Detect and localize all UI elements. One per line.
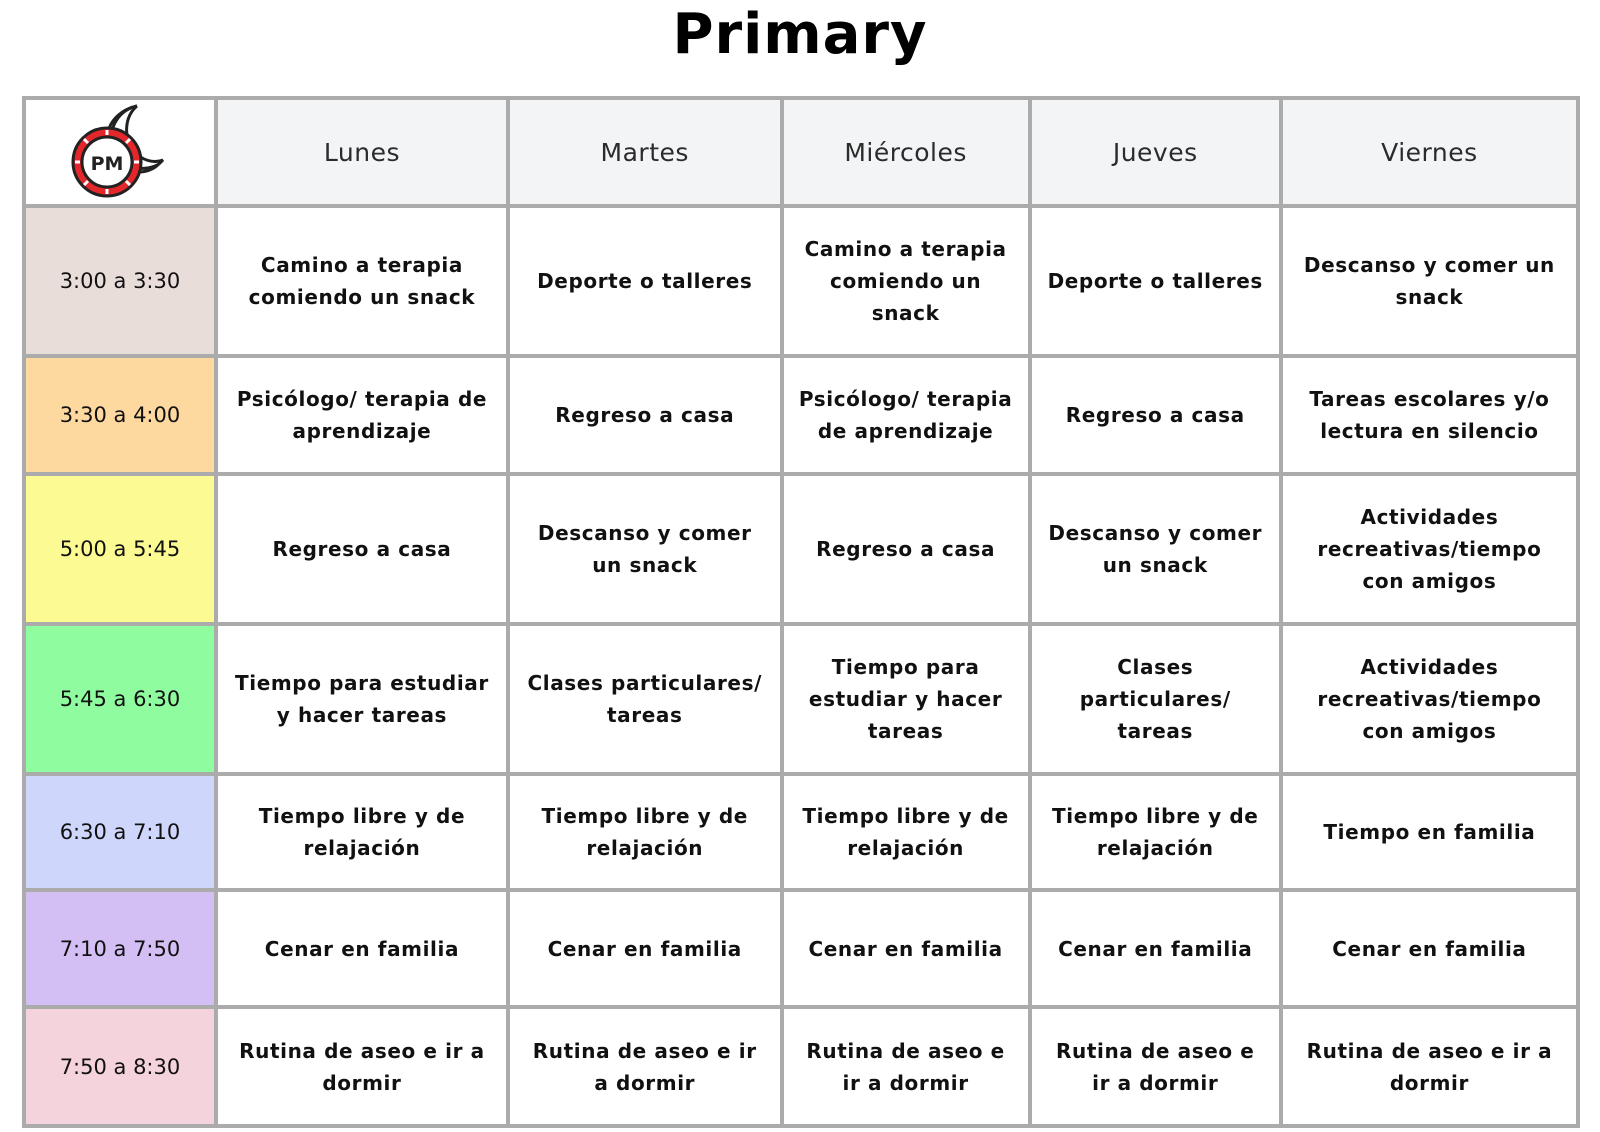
activity-cell: Cenar en familia: [1030, 890, 1281, 1007]
corner-cell: [24, 98, 216, 206]
activity-cell: Deporte o talleres: [508, 206, 782, 356]
day-header-lunes: Lunes: [216, 98, 508, 206]
activity-cell: Tiempo libre y de relajación: [508, 774, 782, 891]
activity-cell: Tiempo para estudiar y hacer tareas: [782, 624, 1030, 774]
time-slot: 3:30 a 4:00: [24, 356, 216, 475]
time-slot: 3:00 a 3:30: [24, 206, 216, 356]
page-title: Primary: [672, 2, 928, 67]
time-slot: 5:45 a 6:30: [24, 624, 216, 774]
activity-cell: Cenar en familia: [782, 890, 1030, 1007]
activity-cell: Camino a terapia comiendo un snack: [216, 206, 508, 356]
activity-cell: Cenar en familia: [216, 890, 508, 1007]
table-row: [24, 1007, 1578, 1126]
activity-cell: Rutina de aseo e ir a dormir: [216, 1007, 508, 1126]
activity-cell: Tiempo libre y de relajación: [216, 774, 508, 891]
activity-cell: Rutina de aseo e ir a dormir: [508, 1007, 782, 1126]
time-slot: 7:10 a 7:50: [24, 890, 216, 1007]
activity-cell: Tiempo libre y de relajación: [1030, 774, 1281, 891]
activity-cell: Rutina de aseo e ir a dormir: [1030, 1007, 1281, 1126]
activity-cell: Deporte o talleres: [1030, 206, 1281, 356]
table-row: [24, 624, 1578, 774]
activity-cell: Cenar en familia: [508, 890, 782, 1007]
activity-cell: Psicólogo/ terapia de aprendizaje: [782, 356, 1030, 475]
table-row: [24, 356, 1578, 475]
activity-cell: Rutina de aseo e ir a dormir: [1281, 1007, 1578, 1126]
activity-cell: Regreso a casa: [216, 474, 508, 624]
activity-cell: Psicólogo/ terapia de aprendizaje: [216, 356, 508, 475]
schedule-table: [22, 96, 1580, 1128]
activity-cell: Descanso y comer un snack: [1030, 474, 1281, 624]
activity-cell: Camino a terapia comiendo un snack: [782, 206, 1030, 356]
day-header-miercoles: Miércoles: [782, 98, 1030, 206]
activity-cell: Regreso a casa: [1030, 356, 1281, 475]
activity-cell: Descanso y comer un snack: [508, 474, 782, 624]
table-row: [24, 474, 1578, 624]
activity-cell: Cenar en familia: [1281, 890, 1578, 1007]
activity-cell: Regreso a casa: [508, 356, 782, 475]
activity-cell: Tiempo libre y de relajación: [782, 774, 1030, 891]
activity-cell: Rutina de aseo e ir a dormir: [782, 1007, 1030, 1126]
activity-cell: Actividades recreativas/tiempo con amigos: [1281, 624, 1578, 774]
activity-cell: Tiempo en familia: [1281, 774, 1578, 891]
table-row: [24, 890, 1578, 1007]
activity-cell: Clases particulares/ tareas: [508, 624, 782, 774]
time-slot: 7:50 a 8:30: [24, 1007, 216, 1126]
time-slot: 6:30 a 7:10: [24, 774, 216, 891]
day-header-jueves: Jueves: [1030, 98, 1281, 206]
table-row: [24, 206, 1578, 356]
activity-cell: Tareas escolares y/o lectura en silencio: [1281, 356, 1578, 475]
pm-label: PM: [90, 153, 124, 175]
activity-cell: Actividades recreativas/tiempo con amigos: [1281, 474, 1578, 624]
time-slot: 5:00 a 5:45: [24, 474, 216, 624]
day-header-martes: Martes: [508, 98, 782, 206]
activity-cell: Regreso a casa: [782, 474, 1030, 624]
activity-cell: Clases particulares/ tareas: [1030, 624, 1281, 774]
table-row: [24, 774, 1578, 891]
activity-cell: Tiempo para estudiar y hacer tareas: [216, 624, 508, 774]
header-row: [24, 98, 1578, 206]
pm-clock-moon-icon: [65, 100, 175, 204]
day-header-viernes: Viernes: [1281, 98, 1578, 206]
activity-cell: Descanso y comer un snack: [1281, 206, 1578, 356]
